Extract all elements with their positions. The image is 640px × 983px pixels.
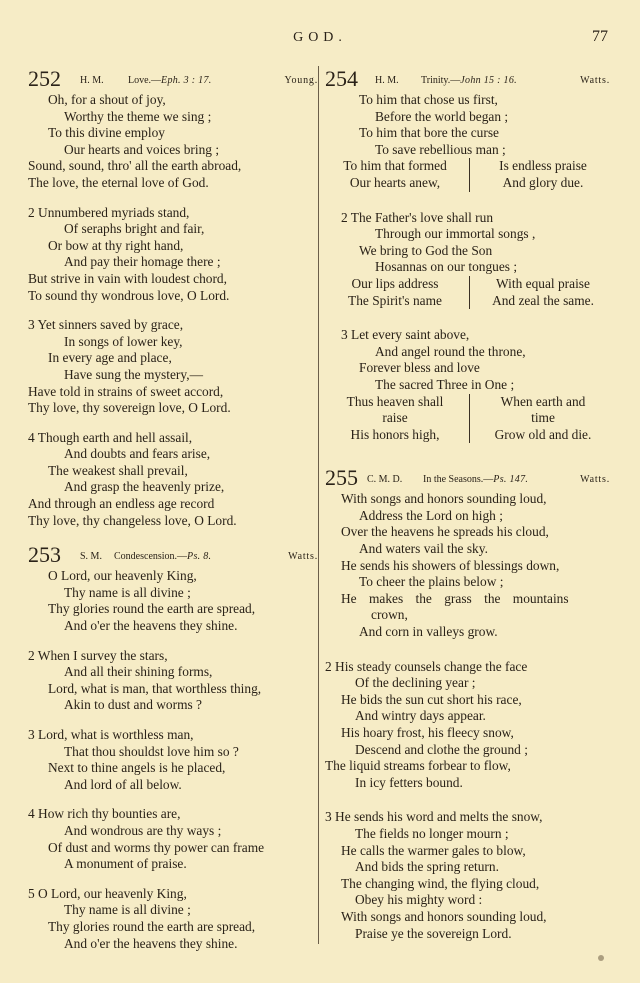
hymn-line: The liquid streams forbear to flow, bbox=[325, 758, 511, 774]
hymn-line: The sacred Three in One ; bbox=[375, 376, 515, 392]
stanza bbox=[28, 806, 318, 872]
hymn-line: Praise ye the sovereign Lord. bbox=[355, 925, 512, 941]
hymn-line: 3 Let every saint above, bbox=[341, 327, 470, 343]
hymn-line: And corn in valleys grow. bbox=[359, 624, 498, 640]
hymn-meter: H. M. bbox=[80, 75, 104, 86]
stanza bbox=[28, 648, 318, 714]
hymn-253 bbox=[28, 542, 318, 952]
hymn-line: Thy name is all divine ; bbox=[64, 584, 191, 600]
stanza bbox=[28, 92, 318, 192]
hymn-meter: S. M. bbox=[80, 551, 102, 563]
hymn-meter: C. M. D. bbox=[367, 474, 403, 486]
stanza bbox=[325, 92, 610, 192]
hymn-line: With songs and honors sounding loud, bbox=[341, 491, 547, 507]
hymn-line: And o'er the heavens they shine. bbox=[64, 935, 238, 951]
hymn-meter: H. M. bbox=[375, 75, 399, 86]
hymn-reference: Eph. 3 : 17. bbox=[161, 75, 212, 86]
hymn-line: Thy glories round the earth are spread, bbox=[48, 601, 256, 617]
hymn-line: We bring to God the Son bbox=[359, 242, 493, 258]
hymn-line: And bids the spring return. bbox=[355, 859, 499, 875]
hymn-author: Watts. bbox=[580, 474, 610, 486]
stanza bbox=[325, 659, 610, 792]
hymn-line: In icy fetters bound. bbox=[355, 774, 463, 790]
hymn-line: Have sung the mystery,— bbox=[64, 366, 203, 382]
hymn-line: And o'er the heavens they shine. bbox=[64, 618, 238, 634]
hymn-line: Of seraphs bright and fair, bbox=[64, 221, 205, 237]
page-header bbox=[0, 30, 640, 50]
hymn-line: In every age and place, bbox=[48, 350, 172, 366]
hymn-line: Forever bless and love bbox=[359, 360, 480, 376]
hymn-line: But strive in vain with loudest chord, bbox=[28, 270, 227, 286]
hymn-title: Love.—Eph. 3 : 17. bbox=[128, 75, 212, 86]
hymn-line: And angel round the throne, bbox=[375, 343, 526, 359]
hymn-line: He makes the grass the mountains bbox=[341, 590, 569, 606]
hymn-reference: Ps. 147. bbox=[493, 474, 529, 486]
hymn-header bbox=[28, 66, 318, 92]
hymn-title: Trinity.—John 15 : 16. bbox=[421, 75, 517, 86]
hymn-line: Before the world began ; bbox=[375, 108, 509, 124]
hymn-line: 2 When I survey the stars, bbox=[28, 647, 168, 663]
split-line bbox=[325, 158, 610, 175]
split-left: raise bbox=[325, 410, 470, 427]
hymn-line: 4 How rich thy bounties are, bbox=[28, 806, 181, 822]
hymn-line: To him that chose us first, bbox=[359, 92, 498, 107]
hymn-header bbox=[325, 465, 610, 491]
hymn-line: 2 His steady counsels change the face bbox=[325, 658, 528, 674]
split-right: Is endless praise bbox=[499, 158, 587, 174]
hymn-line: 3 Yet sinners saved by grace, bbox=[28, 317, 184, 333]
hymn-line: Address the Lord on high ; bbox=[359, 507, 503, 523]
hymn-reference: Ps. 8. bbox=[187, 551, 212, 563]
hymn-line: The love, the eternal love of God. bbox=[28, 174, 209, 190]
hymn-line: Worthy the theme we sing ; bbox=[64, 108, 212, 124]
hymn-line: Next to thine angels is he placed, bbox=[48, 760, 226, 776]
hymn-line: He calls the warmer gales to blow, bbox=[341, 842, 526, 858]
hymn-author: Young. bbox=[284, 75, 318, 86]
hymn-author: Watts. bbox=[288, 551, 318, 563]
split-left: To him that formed bbox=[325, 158, 470, 175]
hymn-reference: John 15 : 16. bbox=[460, 75, 517, 86]
hymn-line: And wintry days appear. bbox=[355, 708, 486, 724]
hymn-line: crown, bbox=[371, 607, 408, 623]
split-left: Our lips address bbox=[325, 276, 470, 293]
hymn-line: Thy name is all divine ; bbox=[64, 902, 191, 918]
hymn-line: To save rebellious man ; bbox=[375, 141, 506, 157]
split-right: When earth and bbox=[500, 393, 586, 409]
hymn-line: That thou shouldst love him so ? bbox=[64, 743, 239, 759]
hymn-title: Condescension.—Ps. 8. bbox=[114, 551, 212, 563]
hymn-line: Of dust and worms thy power can frame bbox=[48, 839, 265, 855]
hymn-line: Thy love, thy sovereign love, O Lord. bbox=[28, 400, 231, 416]
hymn-252 bbox=[28, 66, 318, 529]
column-divider bbox=[318, 66, 319, 944]
left-column bbox=[28, 66, 318, 965]
split-line bbox=[325, 175, 610, 192]
hymn-line: Hosannas on our tongues ; bbox=[375, 259, 518, 275]
hymn-line: And waters vail the sky. bbox=[359, 541, 488, 557]
split-left: Our hearts anew, bbox=[325, 175, 470, 192]
hymn-line: Oh, for a shout of joy, bbox=[48, 92, 166, 107]
hymn-number: 255 bbox=[325, 465, 358, 491]
split-left: The Spirit's name bbox=[325, 293, 470, 310]
page-title: GOD. bbox=[293, 30, 347, 45]
hymn-line: To him that bore the curse bbox=[359, 125, 499, 141]
split-left: Thus heaven shall bbox=[325, 394, 470, 411]
right-column bbox=[325, 66, 610, 955]
stanza bbox=[28, 205, 318, 305]
hymn-line: 3 Lord, what is worthless man, bbox=[28, 727, 194, 742]
hymn-line: To cheer the plains below ; bbox=[359, 574, 504, 590]
hymn-line: 3 He sends his word and melts the snow, bbox=[325, 809, 543, 825]
stanza bbox=[28, 727, 318, 793]
hymn-line: Obey his mighty word : bbox=[355, 892, 483, 908]
hymn-line: 2 Unnumbered myriads stand, bbox=[28, 204, 190, 220]
hymn-line: And through an endless age record bbox=[28, 496, 215, 512]
hymn-header bbox=[325, 66, 610, 92]
hymn-line: The changing wind, the flying cloud, bbox=[341, 875, 540, 891]
split-right: Grow old and die. bbox=[494, 426, 592, 442]
hymn-number: 254 bbox=[325, 66, 358, 91]
hymn-line: He bids the sun cut short his race, bbox=[341, 691, 522, 707]
hymn-254 bbox=[325, 66, 610, 443]
stanza bbox=[325, 491, 610, 640]
hymn-line: And lord of all below. bbox=[64, 776, 182, 792]
split-left: His honors high, bbox=[325, 427, 470, 444]
hymn-line: Lord, what is man, that worthless thing, bbox=[48, 680, 262, 696]
hymn-line: And doubts and fears arise, bbox=[64, 446, 211, 462]
split-line bbox=[325, 394, 610, 411]
split-line bbox=[325, 293, 610, 310]
hymn-line: The fields no longer mourn ; bbox=[355, 825, 509, 841]
hymn-line: Sound, sound, thro' all the earth abroad, bbox=[28, 158, 242, 174]
hymn-line: 5 O Lord, our heavenly King, bbox=[28, 885, 187, 901]
hymn-line: In songs of lower key, bbox=[64, 333, 183, 349]
stanza bbox=[28, 317, 318, 417]
hymn-line: Over the heavens he spreads his cloud, bbox=[341, 524, 549, 540]
stanza bbox=[28, 430, 318, 530]
split-line bbox=[325, 276, 610, 293]
hymn-title: In the Seasons.—Ps. 147. bbox=[423, 474, 529, 486]
hymn-number: 252 bbox=[28, 66, 61, 91]
hymn-line: Akin to dust and worms ? bbox=[64, 697, 202, 713]
hymn-line: A monument of praise. bbox=[64, 856, 187, 872]
hymn-line: Descend and clothe the ground ; bbox=[355, 741, 528, 757]
hymn-line: With songs and honors sounding loud, bbox=[341, 908, 547, 924]
hymn-line: Have told in strains of sweet accord, bbox=[28, 383, 224, 399]
hymn-line: And all their shining forms, bbox=[64, 664, 213, 680]
hymn-line: And pay their homage there ; bbox=[64, 254, 221, 270]
hymn-line: His hoary frost, his fleecy snow, bbox=[341, 725, 514, 740]
hymn-line: And wondrous are thy ways ; bbox=[64, 822, 222, 838]
stanza bbox=[28, 886, 318, 952]
split-line bbox=[325, 410, 610, 427]
hymn-line: 2 The Father's love shall run bbox=[341, 209, 494, 225]
hymn-line: To sound thy wondrous love, O Lord. bbox=[28, 287, 230, 303]
ink-dot bbox=[598, 955, 604, 961]
hymn-header bbox=[28, 542, 318, 568]
split-right: And glory due. bbox=[502, 174, 584, 190]
split-line bbox=[325, 427, 610, 444]
hymn-line: He sends his showers of blessings down, bbox=[341, 557, 560, 573]
hymn-line: Thy glories round the earth are spread, bbox=[48, 918, 256, 934]
stanza bbox=[28, 568, 318, 634]
stanza bbox=[325, 809, 610, 942]
hymn-number: 253 bbox=[28, 542, 61, 568]
hymn-line: Through our immortal songs , bbox=[375, 226, 536, 242]
hymn-line: O Lord, our heavenly King, bbox=[48, 568, 197, 584]
hymn-line: And grasp the heavenly prize, bbox=[64, 479, 225, 495]
hymn-line: The weakest shall prevail, bbox=[48, 462, 188, 478]
hymn-line: 4 Though earth and hell assail, bbox=[28, 429, 193, 445]
split-right: time bbox=[531, 410, 555, 426]
hymn-author: Watts. bbox=[580, 75, 610, 86]
split-right: With equal praise bbox=[496, 275, 590, 291]
hymn-line: To this divine employ bbox=[48, 125, 165, 141]
split-right: And zeal the same. bbox=[492, 292, 594, 308]
hymn-line: Our hearts and voices bring ; bbox=[64, 141, 220, 157]
hymn-line: Of the declining year ; bbox=[355, 675, 476, 691]
stanza bbox=[325, 327, 610, 443]
stanza bbox=[325, 210, 610, 310]
hymn-line: Or bow at thy right hand, bbox=[48, 237, 184, 253]
hymn-255 bbox=[325, 465, 610, 942]
page-number: 77 bbox=[592, 28, 608, 45]
hymn-line: Thy love, thy changeless love, O Lord. bbox=[28, 512, 237, 528]
